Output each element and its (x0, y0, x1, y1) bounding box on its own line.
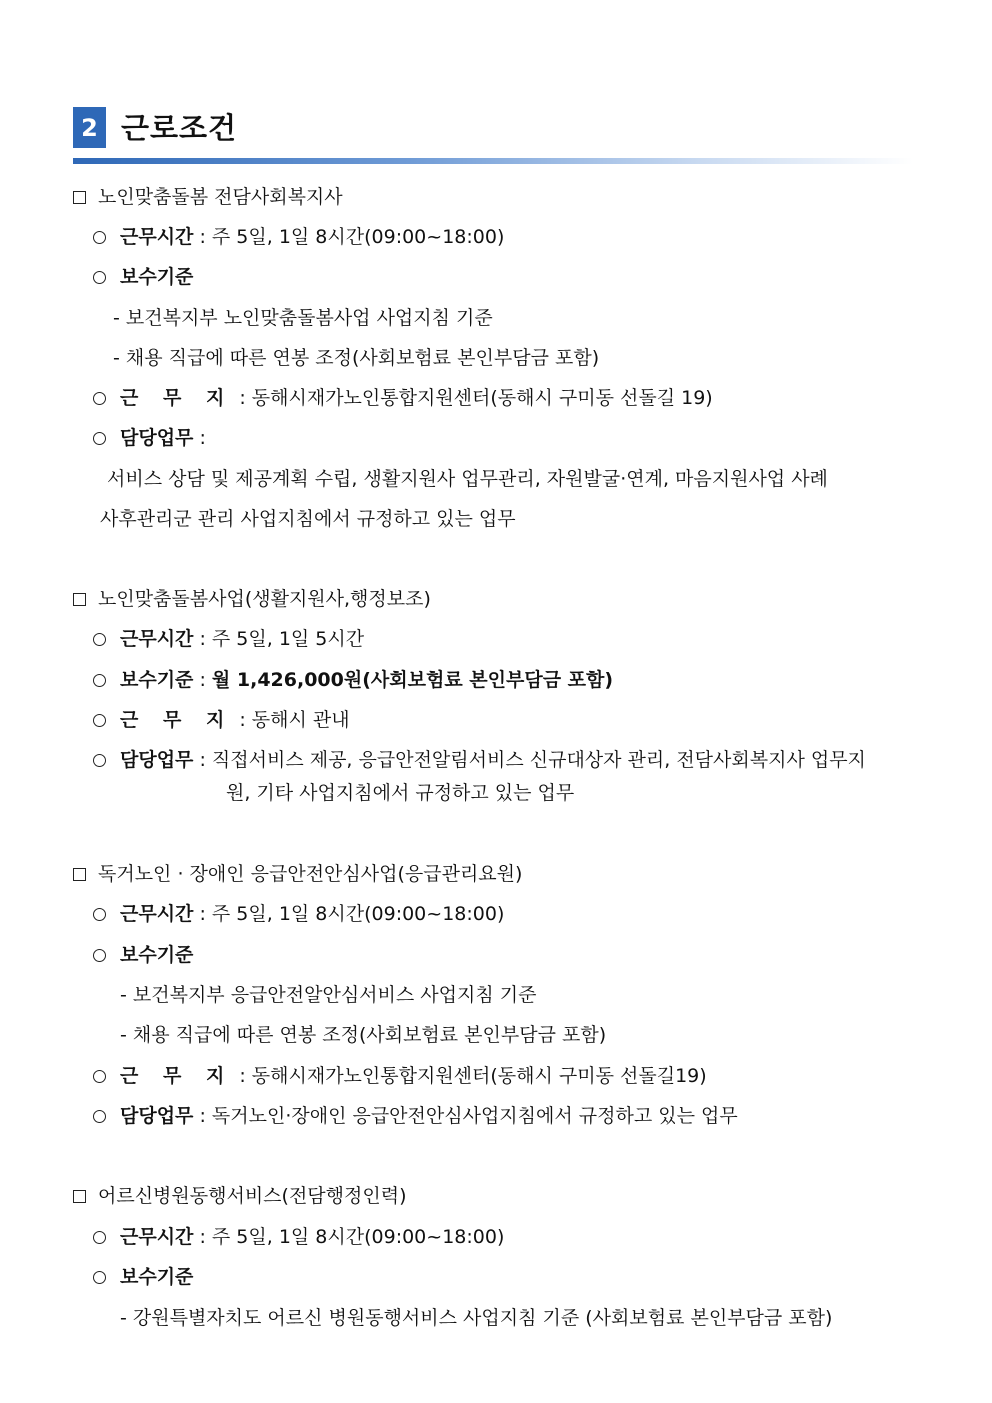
square-bullet-icon (73, 191, 86, 204)
s3-hours-row (93, 900, 504, 928)
s2-hours-label: 근무시간 (120, 628, 194, 650)
circle-bullet-icon (93, 714, 106, 727)
s3-duty-row (93, 1102, 738, 1130)
circle-bullet-icon (93, 1070, 106, 1083)
section-title: 근로조건 (121, 111, 238, 145)
s1-title-row (73, 183, 343, 211)
section-header (73, 107, 913, 165)
s1-pay-item-2: - 채용 직급에 따른 연봉 조정(사회보험료 본인부담금 포함) (113, 347, 600, 369)
s4-title-row (73, 1182, 407, 1210)
s3-place-value: : 동해시재가노인통합지원센터(동해시 구미동 선돌길19) (239, 1065, 707, 1087)
circle-bullet-icon (93, 1110, 106, 1123)
s4-pay-label: 보수기준 (120, 1266, 194, 1288)
circle-bullet-icon (93, 1271, 106, 1284)
s3-title: 독거노인 · 장애인 응급안전안심사업(응급관리요원) (98, 863, 523, 885)
s4-hours-value: : 주 5일, 1일 8시간(09:00~18:00) (199, 1226, 505, 1248)
s1-pay-row (93, 263, 193, 291)
s1-hours-label: 근무시간 (120, 226, 194, 248)
circle-bullet-icon (93, 392, 106, 405)
s4-hours-label: 근무시간 (120, 1226, 194, 1248)
s3-pay-label: 보수기준 (120, 944, 194, 966)
s1-duty-line-2: 사후관리군 관리 사업지침에서 규정하고 있는 업무 (100, 508, 516, 530)
s1-hours-value: : 주 5일, 1일 8시간(09:00~18:00) (199, 226, 505, 248)
square-bullet-icon (73, 593, 86, 606)
s3-duty-label: 담당업무 (120, 1105, 194, 1127)
s3-pay-row (93, 941, 193, 969)
s2-title: 노인맞춤돌봄사업(생활지원사,행정보조) (98, 588, 431, 610)
s1-duty-line-1: 서비스 상담 및 제공계획 수립, 생활지원사 업무관리, 자원발굴·연계, 마음지원사업 사례 (107, 468, 828, 490)
s2-duty-label: 담당업무 (120, 749, 194, 771)
s1-duty-label: 담당업무 (120, 427, 194, 449)
s2-pay-value: 월 1,426,000원(사회보험료 본인부담금 포함) (211, 669, 614, 691)
s1-duty-row (93, 424, 206, 452)
s3-pay-item-2: - 채용 직급에 따른 연봉 조정(사회보험료 본인부담금 포함) (120, 1024, 607, 1046)
s4-title: 어르신병원동행서비스(전담행정인력) (98, 1185, 407, 1207)
s3-hours-label: 근무시간 (120, 903, 194, 925)
s4-hours-row (93, 1223, 504, 1251)
circle-bullet-icon (93, 1231, 106, 1244)
s2-place-value: : 동해시 관내 (239, 709, 350, 731)
s3-place-label: 근 무 지 (120, 1065, 234, 1087)
s1-pay-label: 보수기준 (120, 266, 194, 288)
s2-pay-label: 보수기준 (120, 669, 194, 691)
s2-hours-row (93, 625, 364, 653)
s4-pay-item-1: - 강원특별자치도 어르신 병원동행서비스 사업지침 기준 (사회보험료 본인부담금 포함) (120, 1307, 833, 1329)
circle-bullet-icon (93, 908, 106, 921)
section-number-badge: 2 (73, 107, 106, 148)
s2-pay-row (93, 666, 613, 694)
s3-hours-value: : 주 5일, 1일 8시간(09:00~18:00) (199, 903, 505, 925)
s1-duty-colon: : (199, 427, 206, 449)
s1-hours-row (93, 223, 504, 251)
circle-bullet-icon (93, 949, 106, 962)
circle-bullet-icon (93, 674, 106, 687)
square-bullet-icon (73, 868, 86, 881)
square-bullet-icon (73, 1190, 86, 1203)
s3-duty-value: : 독거노인·장애인 응급안전안심사업지침에서 규정하고 있는 업무 (199, 1105, 738, 1127)
s1-place-row (93, 384, 713, 412)
s2-title-row (73, 585, 431, 613)
s2-pay-colon: : (199, 669, 206, 691)
s2-place-row (93, 706, 350, 734)
circle-bullet-icon (93, 754, 106, 767)
s1-place-value: : 동해시재가노인통합지원센터(동해시 구미동 선돌길 19) (239, 387, 713, 409)
s2-duty-line-1: : 직접서비스 제공, 응급안전알림서비스 신규대상자 관리, 전담사회복지사 업무지 (199, 749, 866, 771)
s3-place-row (93, 1062, 707, 1090)
s1-pay-item-1: - 보건복지부 노인맞춤돌봄사업 사업지침 기준 (113, 307, 493, 329)
s1-place-label: 근 무 지 (120, 387, 234, 409)
s1-title: 노인맞춤돌봄 전담사회복지사 (98, 186, 343, 208)
circle-bullet-icon (93, 271, 106, 284)
s2-place-label: 근 무 지 (120, 709, 234, 731)
s2-hours-value: : 주 5일, 1일 5시간 (199, 628, 365, 650)
s3-title-row (73, 860, 522, 888)
s2-duty-row (93, 746, 866, 774)
s4-pay-row (93, 1263, 193, 1291)
circle-bullet-icon (93, 231, 106, 244)
s3-pay-item-1: - 보건복지부 응급안전알안심서비스 사업지침 기준 (120, 984, 537, 1006)
circle-bullet-icon (93, 432, 106, 445)
circle-bullet-icon (93, 633, 106, 646)
s2-duty-line-2: 원, 기타 사업지침에서 규정하고 있는 업무 (226, 782, 575, 804)
header-gradient-rule (73, 158, 913, 164)
